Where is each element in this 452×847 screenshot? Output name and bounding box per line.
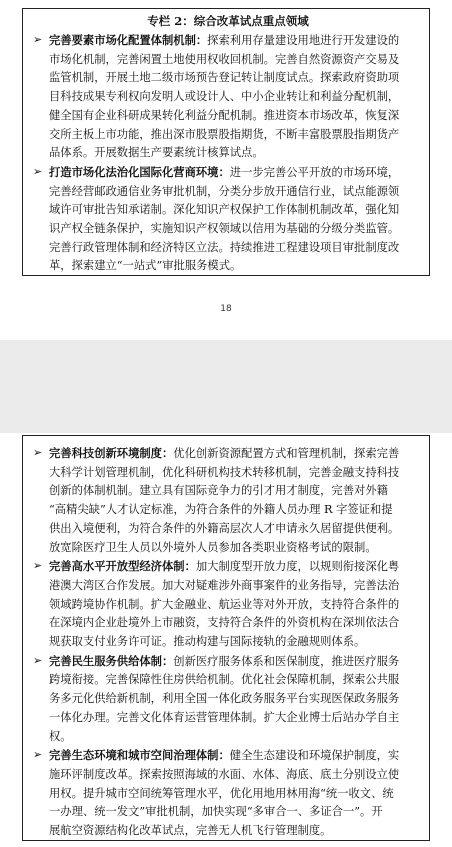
text-line bbox=[49, 652, 423, 672]
item-heading: 完善高水平开放型经济体制： bbox=[49, 559, 196, 574]
item-text: 务多元化供给新机制，利用全国一体化政务服务平台实现医保政务服务 bbox=[49, 692, 400, 706]
arrow-bullet-icon: ➢ bbox=[33, 559, 43, 573]
item-text: 市场化机制，完善闲置土地使用权收回机制。完善自然资源资产交易及 bbox=[49, 52, 400, 66]
text-line bbox=[49, 501, 423, 520]
item-heading: 完善生态环境和城市空间治理体制： bbox=[49, 748, 230, 763]
text-line bbox=[49, 88, 423, 107]
text-line bbox=[49, 107, 423, 126]
item-heading: 完善要素市场化配置体制机制： bbox=[49, 33, 208, 47]
item-text: 创新的体制机制。建立具有国际竞争力的引才用才制度，完善对外籍 bbox=[49, 484, 388, 498]
item-text: 探索利用存量建设用地进行开发建设的 bbox=[207, 34, 400, 47]
item-text: 在深境内企业赴境外上市融资，支持符合条件的外资机构在深圳依法合 bbox=[49, 616, 400, 630]
text-line bbox=[49, 633, 423, 652]
item-text: 监管机制，开展土地二级市场预告登记转让制度试点。探索政府资助项 bbox=[49, 71, 400, 85]
text-line bbox=[49, 144, 423, 163]
item-text: 施环评制度改革。探索按照海域的水面、水体、海底、底土分别设立使 bbox=[49, 767, 400, 781]
item-text: 革，探索建立“一站式”审批服务模式。 bbox=[49, 259, 242, 273]
list-item bbox=[33, 163, 423, 276]
item-text: 大科学计划管理机制，优化科研机构技术转移机制，完善金融支持科技 bbox=[49, 465, 400, 479]
item-text: 完善行政管理体制和经济特区立法。持续推进工程建设项目审批制度改 bbox=[49, 240, 400, 254]
text-line bbox=[49, 785, 423, 804]
text-line bbox=[49, 709, 423, 728]
item-text: 用权。提升城市空间统筹管理水平，优化用地用林用海“统一收文、统 bbox=[49, 786, 394, 800]
text-line bbox=[49, 557, 423, 577]
text-line bbox=[49, 31, 423, 51]
box-title: 专栏 2：综合改革试点重点领域 bbox=[147, 14, 309, 28]
item-text: 交所主板上市功能，推出深市股票股指期货，不断丰富股票股指期货产 bbox=[49, 127, 400, 141]
item-text: 健全生态建设和环境保护制度，实 bbox=[229, 749, 400, 763]
item-text: 放宽除医疗卫生人员以外境外人员参加各类职业资格考试的限制。 bbox=[49, 540, 377, 554]
item-heading: 打造市场化法治化国际化营商环境： bbox=[49, 164, 230, 179]
page-number: 18 bbox=[220, 304, 232, 314]
list-item bbox=[33, 557, 423, 652]
item-text: 港澳大湾区合作发展。加大对疑难涉外商事案件的业务指导，完善法治 bbox=[49, 578, 400, 592]
feature-box-top bbox=[22, 8, 430, 276]
item-text: 目科技成果专利权向发明人或设计人、中小企业转让和利益分配机制， bbox=[49, 90, 400, 104]
text-line bbox=[49, 539, 423, 558]
item-list bbox=[33, 444, 423, 841]
item-text: 供出入境便利，为符合条件的外籍高层次人才申请永久居留提供便利。 bbox=[49, 521, 400, 535]
text-line bbox=[49, 577, 423, 596]
arrow-bullet-icon: ➢ bbox=[33, 446, 43, 459]
list-item bbox=[33, 746, 423, 841]
item-text: 领域跨境协作机制。扩大金融业、航运业等对外开放，支持符合条件的 bbox=[49, 597, 400, 611]
text-line bbox=[49, 746, 423, 766]
text-line bbox=[49, 482, 423, 501]
page-separator bbox=[0, 340, 452, 433]
arrow-bullet-icon: ➢ bbox=[33, 164, 43, 178]
item-text: 识产权全链条保护，实施知识产权领域以信用为基础的分级分类监管。 bbox=[49, 222, 400, 236]
item-list bbox=[33, 31, 423, 276]
item-heading: 完善民生服务供给体制： bbox=[49, 653, 174, 668]
item-text: 优化创新资源配置方式和管理机制，探索完善 bbox=[173, 447, 400, 460]
item-text: 创新医疗服务体系和医保制度，推进医疗服务 bbox=[173, 654, 400, 668]
item-text: 完善经营邮政通信业务审批机制，分类分步放开通信行业，试点能源领 bbox=[49, 184, 400, 198]
list-item bbox=[33, 652, 423, 747]
text-line bbox=[49, 766, 423, 785]
text-line bbox=[49, 596, 423, 615]
item-text: 一体化办理。完善文化体育运营管理体制。扩大企业博士后站办学自主 bbox=[49, 710, 400, 724]
item-heading: 完善科技创新环境制度： bbox=[49, 446, 174, 460]
list-item bbox=[33, 444, 423, 557]
text-line bbox=[49, 126, 423, 145]
text-line bbox=[49, 201, 423, 220]
item-text: 加大制度型开放力度，以规则衔接深化粤 bbox=[195, 560, 400, 574]
feature-box-bottom bbox=[22, 435, 430, 841]
text-line bbox=[49, 51, 423, 70]
text-line bbox=[49, 239, 423, 258]
text-line bbox=[49, 671, 423, 690]
item-text: 权。 bbox=[49, 729, 72, 743]
text-line bbox=[49, 614, 423, 633]
text-line bbox=[49, 220, 423, 239]
text-line bbox=[49, 464, 423, 483]
item-text: 展航空资源结构化改革试点，完善无人机飞行管理制度。 bbox=[49, 824, 332, 838]
arrow-bullet-icon: ➢ bbox=[33, 653, 43, 667]
document-page-top bbox=[0, 0, 452, 340]
text-line bbox=[49, 728, 423, 747]
item-text: 跨境衔接。完善保障性住房供给机制。优化社会保障机制，探索公共服 bbox=[49, 673, 400, 687]
arrow-bullet-icon: ➢ bbox=[33, 33, 43, 46]
document-page-bottom bbox=[0, 433, 452, 847]
item-text: 规获取支付业务许可证。推动构建与国际接轨的金融规则体系。 bbox=[49, 635, 366, 649]
text-line bbox=[49, 183, 423, 202]
text-line bbox=[49, 257, 423, 276]
item-text: 域许可审批告知承诺制。深化知识产权保护工作体制机制改革，强化知 bbox=[49, 203, 400, 217]
list-item bbox=[33, 31, 423, 163]
item-text: 一办理、统一发文”审批机制，加快实现“多审合一、多证合一”。开 bbox=[49, 805, 383, 819]
text-line bbox=[49, 822, 423, 841]
item-text: 健全国有企业科研成果转化利益分配机制。推进资本市场改革，恢复深 bbox=[49, 108, 400, 122]
item-text: “高精尖缺”人才认定标准，为符合条件的外籍人员办理 R 字签证和提 bbox=[49, 503, 393, 517]
text-line bbox=[49, 444, 423, 464]
arrow-bullet-icon: ➢ bbox=[33, 748, 43, 762]
item-text: 进一步完善公平开放的市场环境， bbox=[229, 165, 400, 179]
text-line bbox=[49, 690, 423, 709]
item-text: 品体系。开展数据生产要素统计核算试点。 bbox=[49, 146, 264, 160]
text-line bbox=[49, 520, 423, 539]
text-line bbox=[49, 803, 423, 822]
text-line bbox=[49, 163, 423, 183]
text-line bbox=[49, 69, 423, 88]
